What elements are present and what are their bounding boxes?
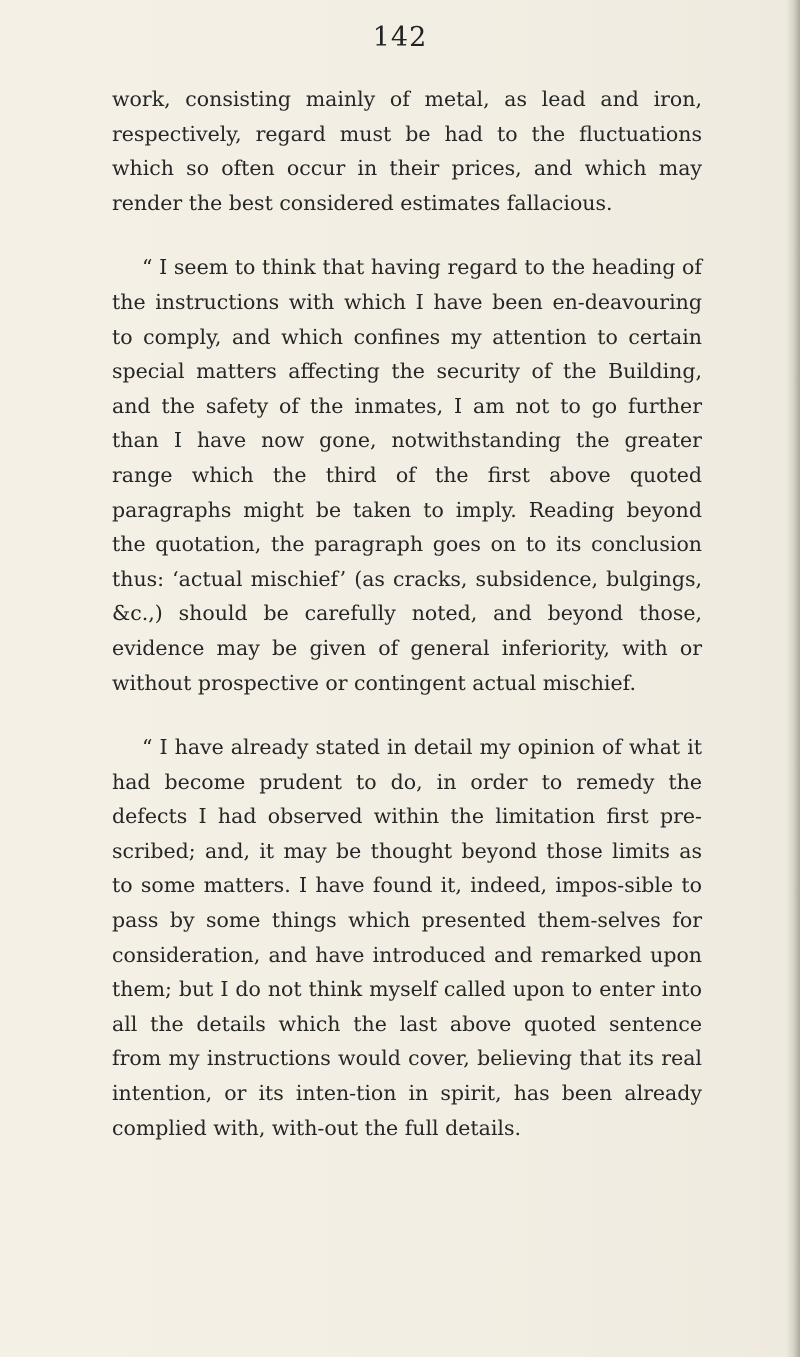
page-number: 142 bbox=[372, 22, 428, 53]
paragraph-1: work, consisting mainly of metal, as lead and iron, respectively, regard must be had to the fluctuations which so often occur in their prices, and which may render the best considered estimates fallacious. bbox=[112, 87, 702, 215]
paragraph-3: “ I have already stated in detail my opinion of what it had become prudent to do, in order to remedy the defects I had observed within the limitation first pre-scribed; and, it may be thought beyond those limits as to some matters. I have found it, indeed, impos-sible to pass by some things which presented them-selves for consideration, and have introduced and remarked upon them; but I do not think myself called upon to enter into all the details which the last above quoted sentence from my instructions would cover, believing that its real intention, or its inten-tion in spirit, has been already complied with, with-out the full details. bbox=[112, 735, 702, 1140]
body-text bbox=[112, 82, 702, 1145]
page-edge-shadow bbox=[786, 0, 800, 1357]
paragraph-2: “ I seem to think that having regard to the heading of the instructions with which I have been en-deavouring to comply, and which confines my attention to certain special matters affecting the security of the Building, and the safety of the inmates, I am not to go further than I have now gone, notwithstanding the greater range which the third of the first above quoted paragraphs might be taken to imply. Reading beyond the quotation, the paragraph goes on to its conclusion thus: ‘actual mischief’ (as cracks, subsidence, bulgings, &c.,) should be carefully noted, and beyond those, evidence may be given of general inferiority, with or without prospective or contingent actual mischief. bbox=[112, 255, 702, 695]
